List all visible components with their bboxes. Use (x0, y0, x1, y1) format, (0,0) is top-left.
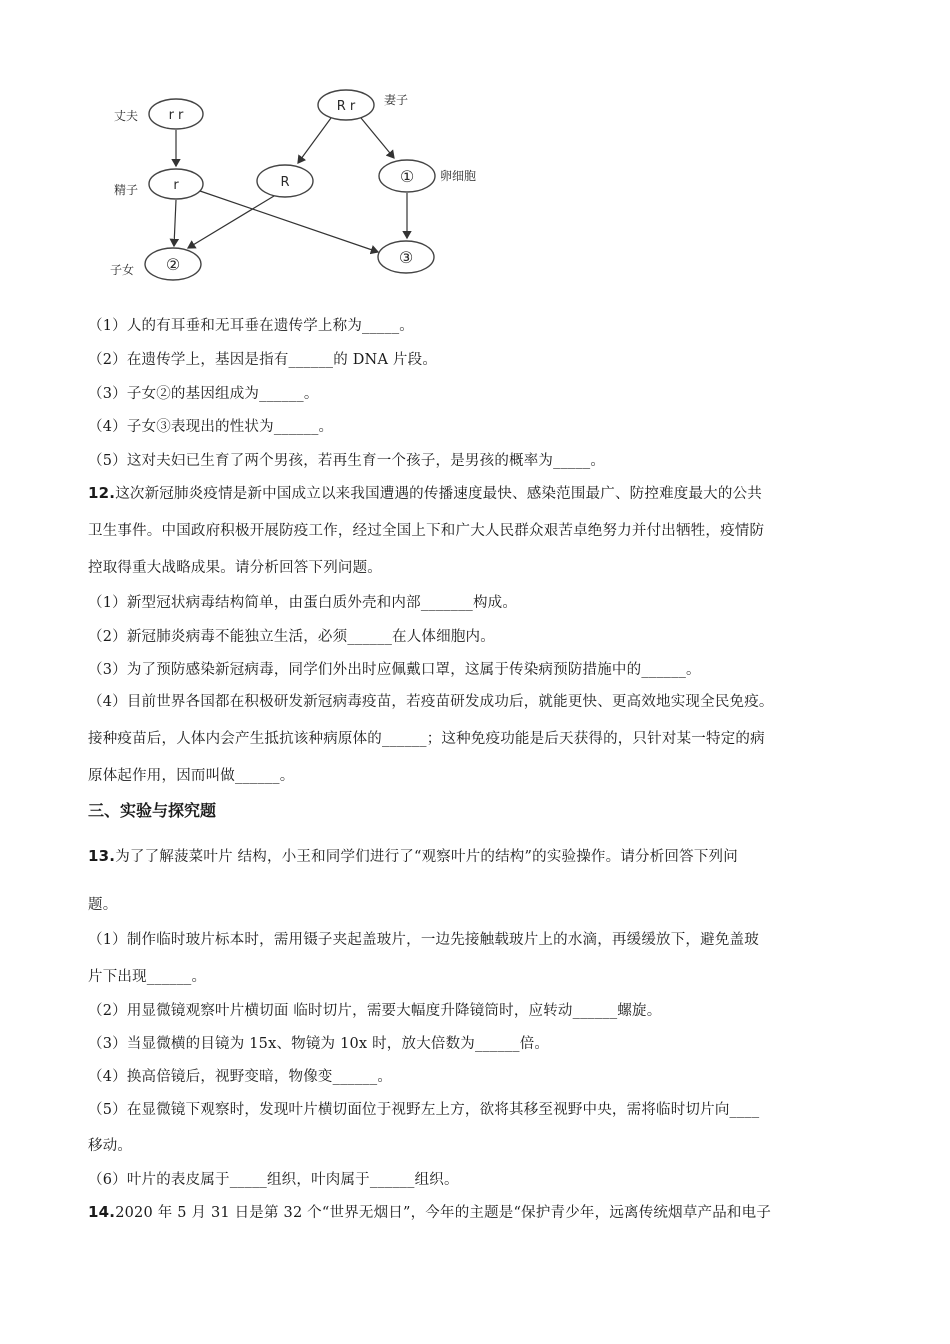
q12-sub2: （2）新冠肺炎病毒不能独立生活，必须______在人体细胞内。 (88, 629, 495, 645)
sperm-gene: r (173, 178, 179, 193)
child-circle-2: ② (165, 255, 181, 274)
q11-sub2: （2）在遗传学上，基因是指有______的 DNA 片段。 (88, 352, 438, 368)
child-circle-3: ③ (398, 248, 414, 267)
husband-genotype: r r (168, 108, 184, 123)
q12-stem-line1 (88, 482, 762, 503)
q13-sub4: （4）换高倍镜后，视野变暗，物像变______。 (88, 1069, 393, 1085)
q13-sub5-line2: 移动。 (88, 1138, 133, 1154)
egg-label: 卵细胞 (440, 169, 477, 183)
arrow-wife-egg1 (361, 118, 394, 158)
section-heading: 三、实验与探究题 (88, 801, 217, 820)
q13-stem-text1: 为了了解菠菜叶片 结构，小王和同学们进行了“观察叶片的结构”的实验操作。请分析回答下列问 (115, 849, 738, 865)
q13-sub1-line1: （1）制作临时玻片标本时，需用镊子夹起盖玻片，一边先接触载玻片上的水滴，再缓缓放下，避免盖玻 (88, 932, 759, 948)
q13-sub6: （6）叶片的表皮属于_____组织，叶肉属于______组织。 (88, 1172, 459, 1188)
q13-stem-line1 (88, 845, 738, 866)
sperm-label: 精子 (114, 183, 139, 197)
egg-circle-1: ① (399, 167, 415, 186)
arrow-R-child2 (188, 196, 274, 248)
wife-genotype: R r (336, 99, 356, 114)
q12-stem-line2: 卫生事件。中国政府积极开展防疫工作，经过全国上下和广大人民群众艰苦卓绝努力并付出牺牲，疫情防 (88, 523, 765, 539)
q11-sub4: （4）子女③表现出的性状为______。 (88, 419, 334, 435)
child-label: 子女 (110, 263, 135, 277)
q11-sub1: （1）人的有耳垂和无耳垂在遗传学上称为_____。 (88, 318, 414, 334)
husband-label: 丈夫 (114, 109, 139, 123)
arrow-wife-R (298, 118, 331, 163)
q12-sub4-line1: （4）目前世界各国都在积极研发新冠病毒疫苗，若疫苗研发成功后，就能更快、更高效地实现全民免疫。 (88, 694, 774, 710)
q13-sub1-line2: 片下出现______。 (88, 969, 207, 985)
q12-sub4-line2: 接种疫苗后，人体内会产生抵抗该种病原体的______；这种免疫功能是后天获得的，只针对某一特定的病 (88, 731, 765, 747)
q12-number: 12. (88, 484, 116, 502)
q13-number: 13. (88, 847, 116, 865)
arrow-sperm-child2 (174, 200, 176, 246)
wife-label: 妻子 (384, 93, 409, 107)
q12-sub1: （1）新型冠状病毒结构简单，由蛋白质外壳和内部_______构成。 (88, 595, 518, 611)
q12-stem-line3: 控取得重大战略成果。请分析回答下列问题。 (88, 560, 382, 576)
q13-sub3: （3）当显微横的目镜为 15x、物镜为 10x 时，放大倍数为______倍。 (88, 1036, 550, 1052)
q12-stem-text1: 这次新冠肺炎疫情是新中国成立以来我国遭遇的传播速度最快、感染范围最广、防控难度最大的公共 (115, 486, 762, 502)
genetics-diagram (100, 80, 500, 290)
q14-stem-text1: 2020 年 5 月 31 日是第 32 个“世界无烟日”，今年的主题是“保护青少年，远离传统烟草产品和电子 (115, 1205, 772, 1221)
q14-number: 14. (88, 1203, 116, 1221)
q12-sub4-line3: 原体起作用，因而叫做______。 (88, 768, 295, 784)
q11-sub5: （5）这对夫妇已生育了两个男孩，若再生育一个孩子，是男孩的概率为_____。 (88, 453, 606, 469)
q11-sub3: （3）子女②的基因组成为______。 (88, 386, 319, 402)
arrow-sperm-child3 (200, 191, 378, 252)
q13-sub2: （2）用显微镜观察叶片横切面 临时切片，需要大幅度升降镜筒时，应转动______螺旋。 (88, 1003, 662, 1019)
q14-stem-line1 (88, 1201, 771, 1222)
q13-stem-line2: 题。 (88, 897, 118, 913)
q13-sub5-line1: （5）在显微镜下观察时，发现叶片横切面位于视野左上方，欲将其移至视野中央，需将临时切片向____ (88, 1102, 760, 1118)
egg-R-gene: R (280, 175, 290, 190)
q12-sub3: （3）为了预防感染新冠病毒，同学们外出时应佩戴口罩，这属于传染病预防措施中的______。 (88, 662, 701, 678)
